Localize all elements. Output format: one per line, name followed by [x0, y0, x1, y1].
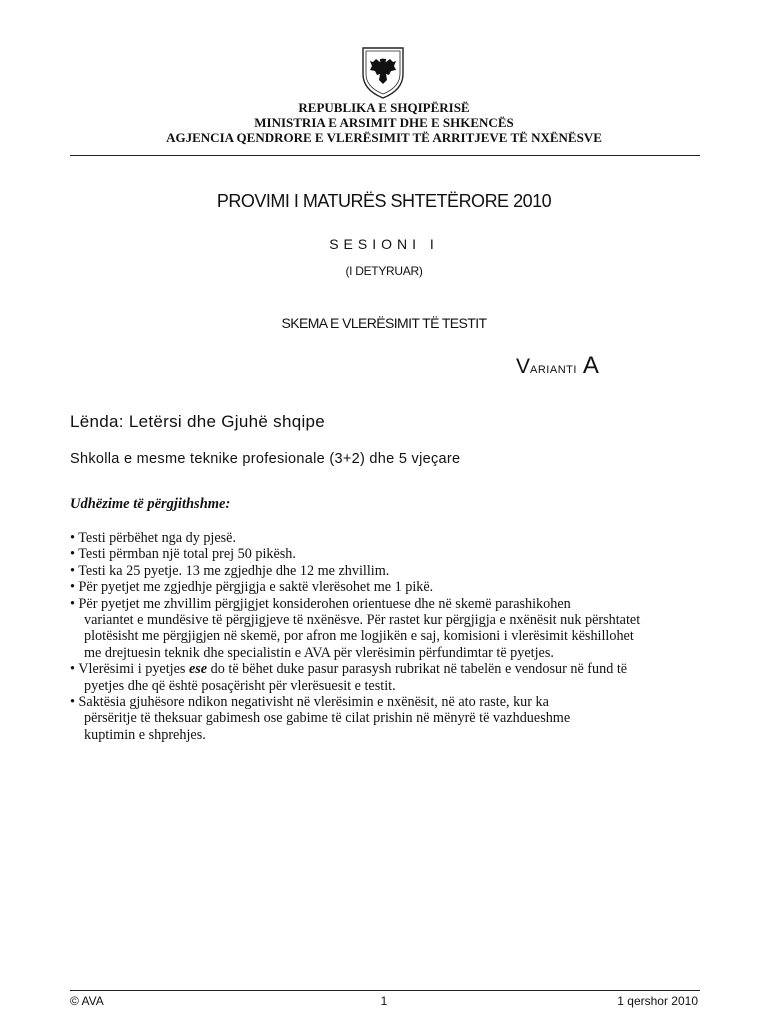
footer-divider	[70, 990, 700, 991]
page-number: 1	[380, 994, 388, 1008]
header-agency: AGJENCIA QENDRORE E VLERËSIMIT TË ARRITJEVE TË NXËNËSVE	[166, 130, 602, 145]
list-item-continuation: pyetjes dhe që është posaçërisht për vlerësuesit e testit.	[84, 677, 396, 694]
exam-title: PROVIMI I MATURËS SHTETËRORE 2010	[216, 191, 552, 211]
variant-letter: A	[582, 352, 599, 379]
subject-line: Lënda: Letërsi dhe Gjuhë shqipe	[70, 412, 326, 431]
list-item	[70, 661, 710, 677]
footer-date: 1 qershor 2010	[617, 994, 698, 1008]
header-ministry: MINISTRIA E ARSIMIT DHE E SHKENCËS	[254, 115, 514, 130]
list-item-continuation: variantet e mundësive të përgjigjeve të nxënësve. Për rastet kur përgjigja e nxënësit nuk përshtatet	[84, 612, 641, 629]
variant-label	[516, 352, 599, 380]
list-item: • Testi përmban një total prej 50 pikësh.	[70, 546, 296, 563]
instructions-list	[70, 530, 710, 743]
list-item: • Saktësia gjuhësore ndikon negativisht në vlerësimin e nxënësit, në ato raste, kur ka	[70, 694, 549, 711]
session-label: SESIONI I	[329, 236, 439, 252]
emphasis-ese: ese	[188, 661, 208, 678]
school-line: Shkolla e mesme teknike profesionale (3+2) dhe 5 vjeçare	[70, 451, 461, 467]
header-divider	[70, 155, 700, 156]
list-item-continuation: përsëritje të theksuar gabimesh ose gabime të cilat prishin në mënyrë të vazhdueshme	[84, 710, 571, 727]
mandatory-label: (I DETYRUAR)	[345, 264, 423, 278]
scheme-title: SKEMA E VLERËSIMIT TË TESTIT	[281, 315, 487, 331]
instructions-heading: Udhëzime të përgjithshme:	[70, 496, 231, 512]
list-item-continuation: plotësisht me përgjigjen në skemë, por afron me logjikën e saj, komisioni i vlerësimit këshillohet	[84, 628, 634, 645]
list-item-text: do të bëhet duke pasur parasysh rubrikat në tabelën e vendosur në fund të	[207, 661, 628, 678]
variant-rest: ARIANTI	[530, 364, 577, 376]
variant-prefix: V	[516, 355, 531, 378]
header-republic: REPUBLIKA E SHQIPËRISË	[298, 100, 470, 115]
footer-copyright: © AVA	[70, 994, 104, 1008]
list-item-continuation: me drejtuesin teknik dhe specialistin e AVA për vlerësimin përfundimtar të pyetjes.	[84, 644, 554, 661]
list-item-continuation: kuptimin e shprehjes.	[84, 726, 206, 743]
list-item: • Për pyetjet me zhvillim përgjigjet konsiderohen orientuese dhe në skemë parashikohen	[70, 595, 571, 612]
list-item-text: • Vlerësimi i pyetjes	[70, 661, 189, 678]
list-item: • Testi ka 25 pyetje. 13 me zgjedhje dhe 12 me zhvillim.	[70, 562, 390, 579]
albanian-eagle-emblem-icon	[355, 44, 411, 100]
list-item: • Testi përbëhet nga dy pjesë.	[70, 530, 237, 546]
list-item: • Për pyetjet me zgjedhje përgjigja e saktë vlerësohet me 1 pikë.	[70, 579, 434, 596]
